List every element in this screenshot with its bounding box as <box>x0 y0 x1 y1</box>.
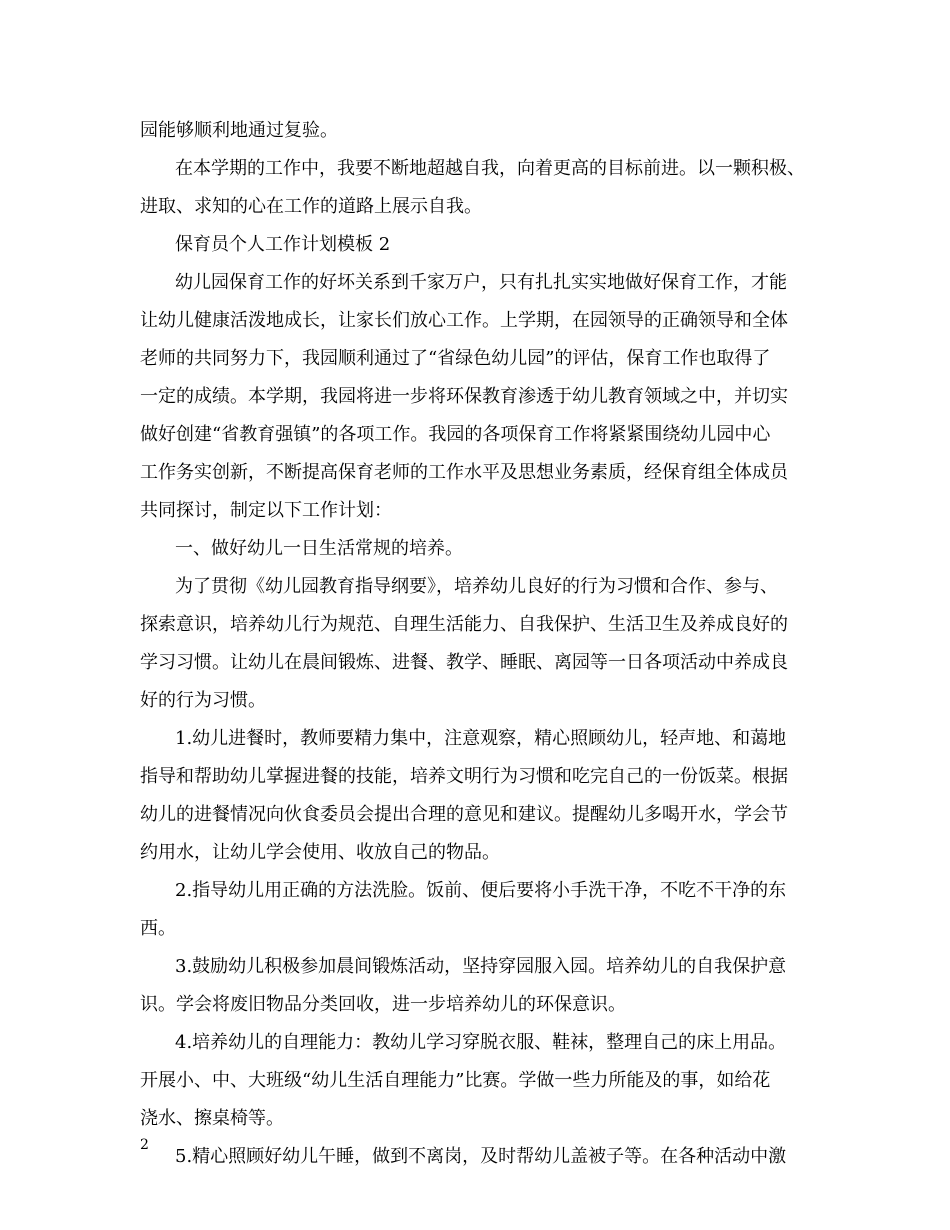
text-line: 让幼儿健康活泼地成长，让家长们放心工作。上学期，在园领导的正确领导和全体 <box>140 310 788 331</box>
text-line: 老师的共同努力下，我园顺利通过了“省绿色幼儿园”的评估，保育工作也取得了 <box>140 348 771 369</box>
text-line: 学习习惯。让幼儿在晨间锻炼、进餐、教学、睡眠、离园等一日各项活动中养成良 <box>140 652 788 673</box>
text-line: 为了贯彻《幼儿园教育指导纲要》，培养幼儿良好的行为习惯和合作、参与、 <box>175 576 778 597</box>
text-line: 5.精心照顾好幼儿午睡，做到不离岗，及时帮幼儿盖被子等。在各种活动中激 <box>175 1146 787 1167</box>
text-line: 好的行为习惯。 <box>140 690 266 711</box>
page-number: 2 <box>140 1137 149 1153</box>
text-line: 3.鼓励幼儿积极参加晨间锻炼活动，坚持穿园服入园。培养幼儿的自我保护意 <box>175 956 787 977</box>
text-line: 约用水，让幼儿学会使用、收放自己的物品。 <box>140 842 500 863</box>
text-line: 工作务实创新，不断提高保育老师的工作水平及思想业务素质，经保育组全体成员 <box>140 462 788 483</box>
text-line: 做好创建“省教育强镇”的各项工作。我园的各项保育工作将紧紧围绕幼儿园中心 <box>140 424 771 445</box>
text-line: 一定的成绩。本学期，我园将进一步将环保教育渗透于幼儿教育领域之中，并切实 <box>140 386 788 407</box>
text-line: 园能够顺利地通过复验。 <box>140 120 338 141</box>
text-line: 浇水、擦桌椅等。 <box>140 1108 284 1129</box>
text-line: 在本学期的工作中，我要不断地超越自我，向着更高的目标前进。以一颗积极、 <box>175 158 805 179</box>
text-line: 进取、求知的心在工作的道路上展示自我。 <box>140 196 482 217</box>
document-body <box>140 112 830 1176</box>
text-line: 共同探讨，制定以下工作计划： <box>140 500 392 521</box>
text-line: 幼儿的进餐情况向伙食委员会提出合理的意见和建议。提醒幼儿多喝开水，学会节 <box>140 804 788 825</box>
text-line: 4.培养幼儿的自理能力：教幼儿学习穿脱衣服、鞋袜，整理自己的床上用品。 <box>175 1032 787 1053</box>
text-line: 开展小、中、大班级“幼儿生活自理能力”比赛。学做一些力所能及的事，如给花 <box>140 1070 771 1091</box>
text-line: 指导和帮助幼儿掌握进餐的技能，培养文明行为习惯和吃完自己的一份饭菜。根据 <box>140 766 788 787</box>
text-line: 保育员个人工作计划模板 2 <box>175 234 391 255</box>
text-line: 西。 <box>140 918 176 939</box>
text-line: 2.指导幼儿用正确的方法洗脸。饭前、便后要将小手洗干净，不吃不干净的东 <box>175 880 787 901</box>
text-line: 1.幼儿进餐时，教师要精力集中，注意观察，精心照顾幼儿，轻声地、和蔼地 <box>175 728 787 749</box>
text-line: 识。学会将废旧物品分类回收，进一步培养幼儿的环保意识。 <box>140 994 626 1015</box>
text-line: 探索意识，培养幼儿行为规范、自理生活能力、自我保护、生活卫生及养成良好的 <box>140 614 788 635</box>
text-line: 幼儿园保育工作的好坏关系到千家万户，只有扎扎实实地做好保育工作，才能 <box>175 272 787 293</box>
text-line: 一、做好幼儿一日生活常规的培养。 <box>175 538 463 559</box>
